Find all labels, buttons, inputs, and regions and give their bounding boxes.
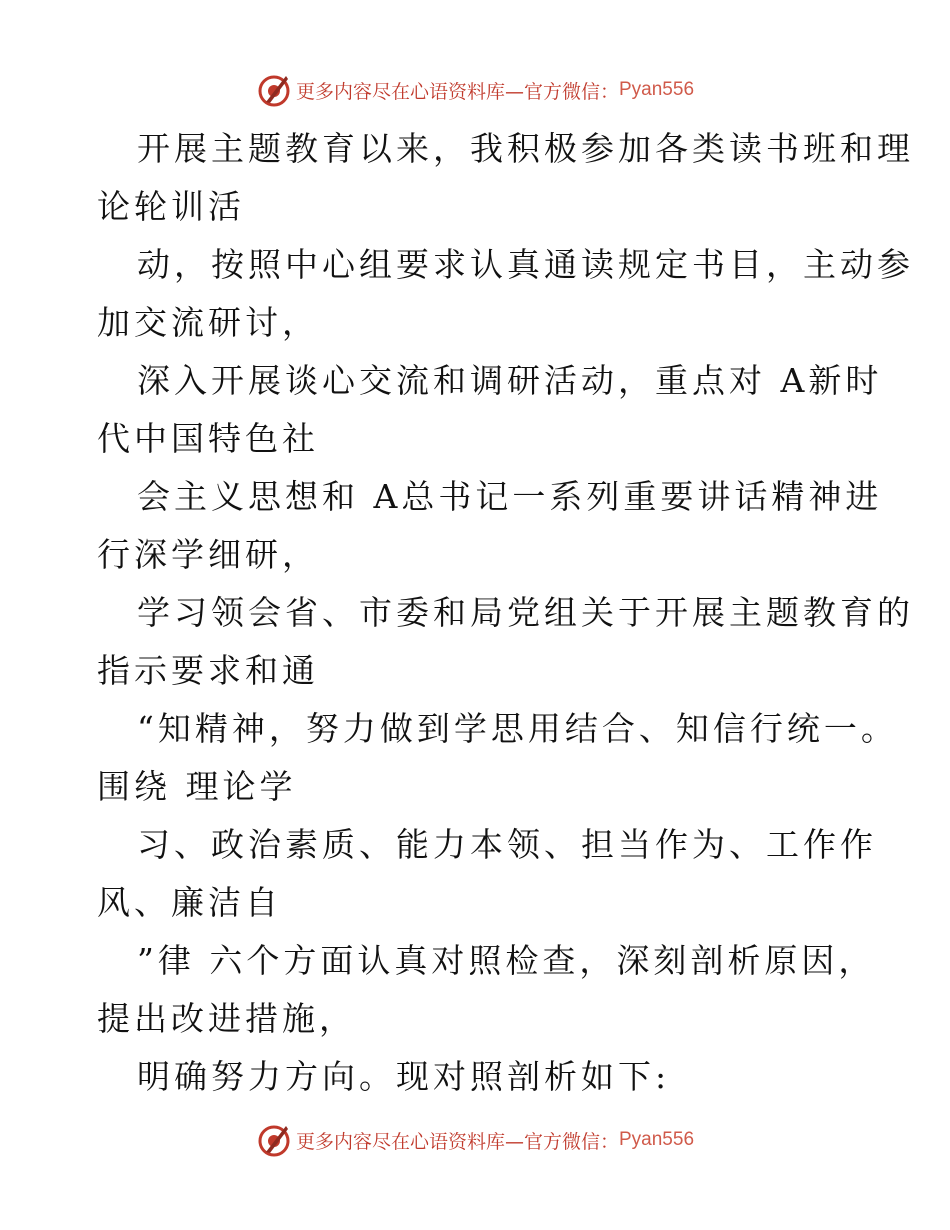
body-line: 风、廉洁自 [97,883,282,922]
body-line: 习、政治素质、能力本领、担当作为、工作作 [137,825,877,864]
body-line: 行深学细研， [97,535,319,574]
body-line: 论轮训活 [97,187,245,226]
body-line: 学习领会省、市委和局党组关于开展主题教育的 [137,593,914,632]
quill-logo-icon [256,1122,292,1158]
body-line: 明确努力方向。现对照剖析如下: [137,1057,671,1096]
body-line: 会主义思想和 A总书记一系列重要讲话精神进 [137,477,883,516]
body-line: 提出改进措施， [97,999,356,1038]
watermark-text: 更多内容尽在心语资料库—官方微信： [295,1130,619,1153]
watermark-wechat-id: Pyan556 [619,1129,695,1150]
body-line: 代中国特色社 [97,419,319,458]
watermark-wechat-id: Pyan556 [619,79,695,100]
body-line: 围绕 理论学 [97,767,297,806]
header-watermark [0,70,950,110]
body-line: 深入开展谈心交流和调研活动，重点对 A新时 [137,361,883,400]
body-line: 开展主题教育以来，我积极参加各类读书班和理 [137,129,914,168]
watermark-text: 更多内容尽在心语资料库—官方微信： [295,80,619,103]
body-line: 加交流研讨， [97,303,319,342]
quill-logo-icon [256,72,292,108]
footer-watermark [0,1120,950,1160]
body-line: 指示要求和通 [97,651,319,690]
body-line: “知精神，努力做到学思用结合、知信行统一。 [137,709,898,748]
body-line: ”律 六个方面认真对照检查，深刻剖析原因， [137,941,876,980]
body-line: 动，按照中心组要求认真通读规定书目，主动参 [137,245,914,284]
document-body [97,120,914,1106]
